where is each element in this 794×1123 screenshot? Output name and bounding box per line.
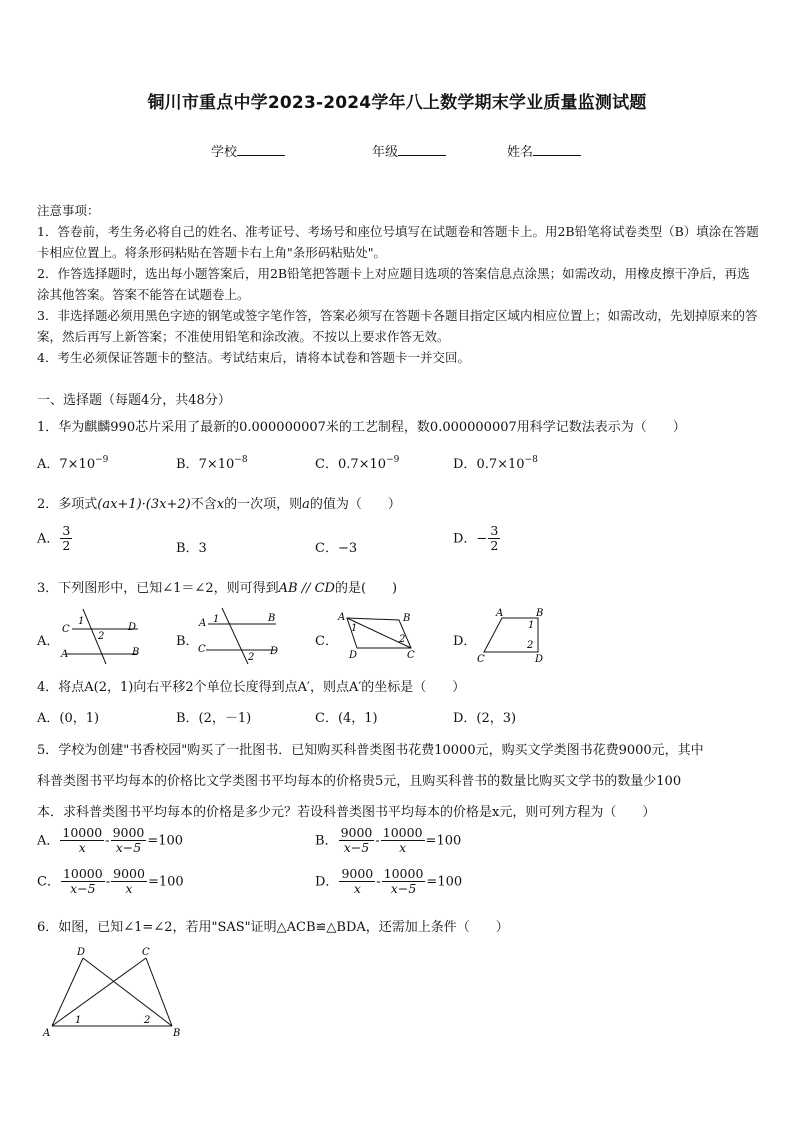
svg-text:B: B xyxy=(536,608,544,619)
q1-option-b: B．$7\times 10^{-8}$ xyxy=(176,455,248,472)
school-blank xyxy=(237,143,285,156)
svg-text:1: 1 xyxy=(75,1015,82,1026)
svg-text:2: 2 xyxy=(399,634,406,645)
page-title: 铜川市重点中学2023-2024学年八上数学期末学业质量监测试题 xyxy=(147,93,647,113)
name-field xyxy=(507,141,581,160)
q1-option-d: D．$0.7\times 10^{-8}$ xyxy=(453,455,538,472)
svg-text:D: D xyxy=(535,654,544,664)
svg-text:A: A xyxy=(199,618,207,629)
svg-text:D: D xyxy=(77,947,86,958)
notice-item: 1．答卷前，考生务必将自己的姓名、准考证号、考场号和座位号填写在试题卷和答题卡上。用2B铅笔将试卷类型（B）填涂在答题卡相应位置上。将条形码粘贴在答题卡右上角"条形码粘贴处"。 xyxy=(37,224,759,260)
q2-option-a: A． $\frac{3}{2}$ xyxy=(37,523,71,554)
question-4-stem: 4．将点A(2，1)向右平移2个单位长度得到点A′，则点A′的坐标是（ ） xyxy=(37,680,466,695)
svg-text:1: 1 xyxy=(78,616,85,627)
q4-option-c: C．(4，1) xyxy=(315,711,378,726)
svg-text:C: C xyxy=(477,654,485,664)
question-6-stem: 6．如图，已知∠1=∠2，若用"SAS"证明△ACB≌△BDA，还需加上条件（ ） xyxy=(37,920,509,935)
q2-option-d: D．− $\frac{3}{2}$ xyxy=(453,523,499,554)
notice-block xyxy=(37,200,759,368)
question-2-stem: 2．多项式(ax+1)·(3x+2)不含x的一次项，则a的值为（ ） xyxy=(37,497,401,512)
q5-option-d: D． $\frac{9000}{x}$ - $\frac{10000}{x-5}$ =100 xyxy=(315,866,463,897)
svg-text:A: A xyxy=(496,608,504,619)
svg-text:C: C xyxy=(62,624,70,635)
q3-figure-d xyxy=(476,606,550,664)
svg-text:C: C xyxy=(198,644,206,655)
svg-text:2: 2 xyxy=(144,1015,151,1026)
q4-option-d: D．(2，3) xyxy=(453,711,517,726)
q5-option-a: A． $\frac{10000}{x}$ - $\frac{9000}{x-5}$ =100 xyxy=(37,825,184,856)
svg-text:B: B xyxy=(403,613,411,624)
q4-option-b: B．(2，－1) xyxy=(176,711,252,726)
svg-text:B: B xyxy=(268,613,276,624)
svg-text:A: A xyxy=(338,612,346,623)
svg-text:D: D xyxy=(270,646,279,657)
svg-text:B: B xyxy=(173,1028,181,1039)
school-field xyxy=(211,141,285,160)
question-5-stem-line1: 5．学校为创建"书香校园"购买了一批图书．已知购买科普类图书花费10000元，购买文学类图书花费9000元，其中 xyxy=(37,743,704,758)
question-5-stem-line2: 科普类图书平均每本的价格比文学类图书平均每本的价格贵5元，且购买科普书的数量比购买文学书的数量少100 xyxy=(37,774,682,789)
q3-option-c-label: C． xyxy=(315,634,338,649)
q5-option-b: B． $\frac{9000}{x-5}$ - $\frac{10000}{x}$ =100 xyxy=(315,825,462,856)
notice-item: 2．作答选择题时，选出每小题答案后，用2B铅笔把答题卡上对应题目选项的答案信息点涂黑；如需改动，用橡皮擦干净后，再选涂其他答案。答案不能答在试题卷上。 xyxy=(37,266,750,302)
q3-option-d-label: D． xyxy=(453,634,477,649)
svg-text:C: C xyxy=(407,650,415,660)
q3-option-a-label: A． xyxy=(37,634,60,649)
q1-option-a: A．$7\times 10^{-9}$ xyxy=(37,455,109,472)
notice-item: 3．非选择题必须用黑色字迹的钢笔或签字笔作答，答案必须写在答题卡各题目指定区域内相应位置上；如需改动，先划掉原来的答案，然后再写上新答案；不准使用铅笔和涂改液。不按以上要求作答无效。 xyxy=(37,308,758,344)
svg-text:B: B xyxy=(132,647,140,658)
q3-figure-b xyxy=(196,606,286,664)
notice-item: 4．考生必须保证答题卡的整洁。考试结束后，请将本试卷和答题卡一并交回。 xyxy=(37,350,470,365)
q4-option-a: A．(0，1) xyxy=(37,711,100,726)
grade-blank xyxy=(398,143,446,156)
question-3-stem: 3．下列图形中，已知∠1＝∠2，则可得到AB // CD的是( ) xyxy=(37,581,398,596)
q3-figure-a xyxy=(58,606,143,664)
svg-text:2: 2 xyxy=(98,631,105,642)
q2-option-b: B．3 xyxy=(176,541,207,556)
svg-text:2: 2 xyxy=(248,652,255,663)
svg-text:C: C xyxy=(142,947,150,958)
svg-text:1: 1 xyxy=(528,620,535,631)
q6-figure xyxy=(40,944,190,1040)
svg-text:D: D xyxy=(128,622,137,633)
svg-text:2: 2 xyxy=(527,640,534,651)
school-label: 学校 xyxy=(211,145,238,160)
q1-option-c: C．$0.7\times 10^{-9}$ xyxy=(315,455,400,472)
q2-option-c: C．−3 xyxy=(315,541,358,556)
question-5-stem-line3: 本．求科普类图书平均每本的价格是多少元？若设科普类图书平均每本的价格是x元，则可列方程为（ ） xyxy=(37,805,656,820)
question-1-stem: 1．华为麒麟990芯片采用了最新的0.000000007米的工艺制程，数0.000000007用科学记数法表示为（ ） xyxy=(37,420,686,435)
svg-text:A: A xyxy=(43,1028,51,1039)
q3-figure-c xyxy=(337,610,417,660)
name-blank xyxy=(533,143,581,156)
svg-text:1: 1 xyxy=(351,623,358,634)
svg-text:D: D xyxy=(349,650,358,660)
svg-text:1: 1 xyxy=(213,614,220,625)
q3-option-b-label: B． xyxy=(176,634,199,649)
grade-label: 年级 xyxy=(372,145,399,160)
svg-text:A: A xyxy=(61,649,69,660)
section-title: 一、选择题（每题4分，共48分） xyxy=(37,393,231,408)
grade-field xyxy=(372,141,446,160)
q5-option-c: C． $\frac{10000}{x-5}$ - $\frac{9000}{x}$ =100 xyxy=(37,866,184,897)
notice-heading: 注意事项： xyxy=(37,203,100,218)
name-label: 姓名 xyxy=(507,145,534,160)
